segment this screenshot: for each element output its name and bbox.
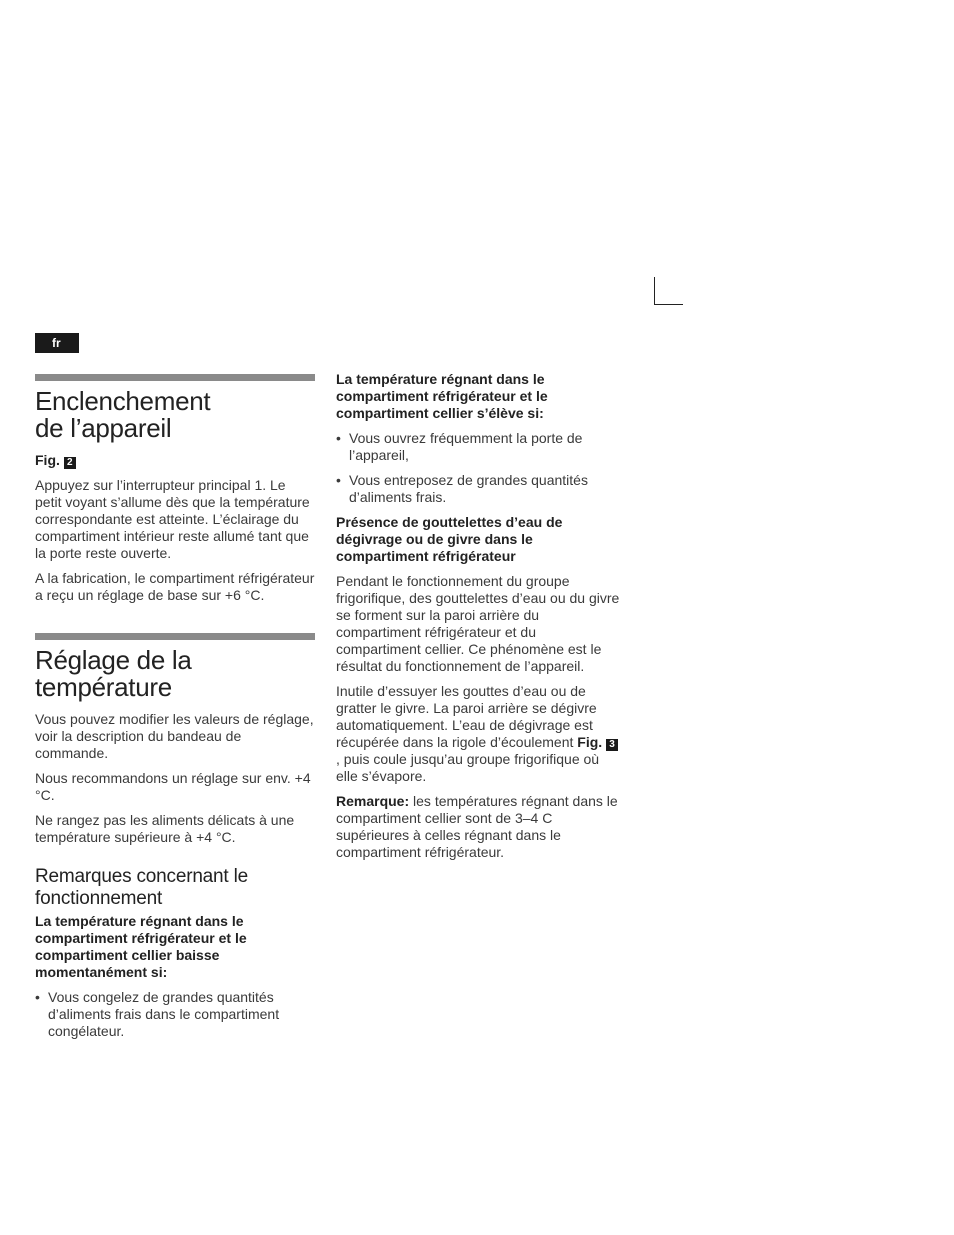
fig-label: Fig. xyxy=(35,452,60,468)
note-paragraph xyxy=(336,793,621,861)
paragraph: A la fabrication, le compartiment réfrigérateur a reçu un réglage de base sur +6 °C. xyxy=(35,570,315,603)
note-text: les températures régnant dans le compartiment cellier sont de 3–4 C supérieures à celles régnant dans le compartiment réfrigérateur. xyxy=(336,793,618,860)
subheading: Présence de gouttelettes d’eau de dégivrage ou de givre dans le compartiment réfrigérateur xyxy=(336,514,563,564)
title-line: température xyxy=(35,672,172,702)
crop-mark xyxy=(654,277,683,305)
text-run: , puis coule jusqu’au groupe frigorifique où elle s’évapore. xyxy=(336,751,600,784)
paragraph: Vous pouvez modifier les valeurs de réglage, voir la description du bandeau de commande. xyxy=(35,711,314,761)
section-rule xyxy=(35,633,315,640)
subheading: La température régnant dans le compartiment réfrigérateur et le compartiment cellier s’élève si: xyxy=(336,371,548,421)
paragraph xyxy=(336,683,621,785)
list-item: • Vous ouvrez fréquemment la porte de l’appareil, xyxy=(336,430,621,464)
right-column xyxy=(336,371,621,869)
title-line: Enclenchement xyxy=(35,386,211,416)
figure-reference xyxy=(35,452,315,469)
paragraph: Ne rangez pas les aliments délicats à une température supérieure à +4 °C. xyxy=(35,812,295,845)
paragraph: Appuyez sur l’interrupteur principal 1. Le petit voyant s’allume dès que la température correspondante est atteinte. L’éclairage du compartiment intérieur reste allumé tant que la porte reste ouverte. xyxy=(35,477,310,561)
title-line: fonctionnement xyxy=(35,888,163,909)
fig-number-badge: 3 xyxy=(606,739,618,751)
text-run: Inutile d’essuyer les gouttes d’eau ou de gratter le givre. La paroi arrière se dégivre automatiquement. L’eau de dégivrage est récupérée dans la rigole d’écoulement xyxy=(336,683,597,750)
list-item: • Vous entreposez de grandes quantités d’aliments frais. xyxy=(336,472,621,506)
subheading: La température régnant dans le compartiment réfrigérateur et le compartiment cellier baisse momentanément si: xyxy=(35,913,247,980)
language-tag: fr xyxy=(35,333,79,353)
section-title-switching-on xyxy=(35,388,315,442)
section-rule xyxy=(35,374,315,381)
bullet-list xyxy=(336,430,621,506)
section-title-remarks xyxy=(35,866,315,910)
title-line: Réglage de la xyxy=(35,645,192,675)
fig-number-badge: 2 xyxy=(64,457,76,469)
paragraph: Pendant le fonctionnement du groupe frigorifique, des gouttelettes d’eau ou du givre se forment sur la paroi arrière du compartiment réfrigérateur et du compartiment cellier. Ce phénomène est le résultat du fonctionnement de l’appareil. xyxy=(336,573,620,674)
section-title-temperature xyxy=(35,647,315,701)
title-line: Remarques concernant le xyxy=(35,866,248,887)
left-column xyxy=(35,374,315,1048)
bullet-list xyxy=(35,989,315,1040)
fig-label: Fig. xyxy=(577,734,603,750)
title-line: de l’appareil xyxy=(35,413,172,443)
paragraph: Nous recommandons un réglage sur env. +4 °C. xyxy=(35,770,311,803)
note-label: Remarque: xyxy=(336,793,410,809)
list-item: • Vous congelez de grandes quantités d’aliments frais dans le compartiment congélateur. xyxy=(35,989,315,1040)
